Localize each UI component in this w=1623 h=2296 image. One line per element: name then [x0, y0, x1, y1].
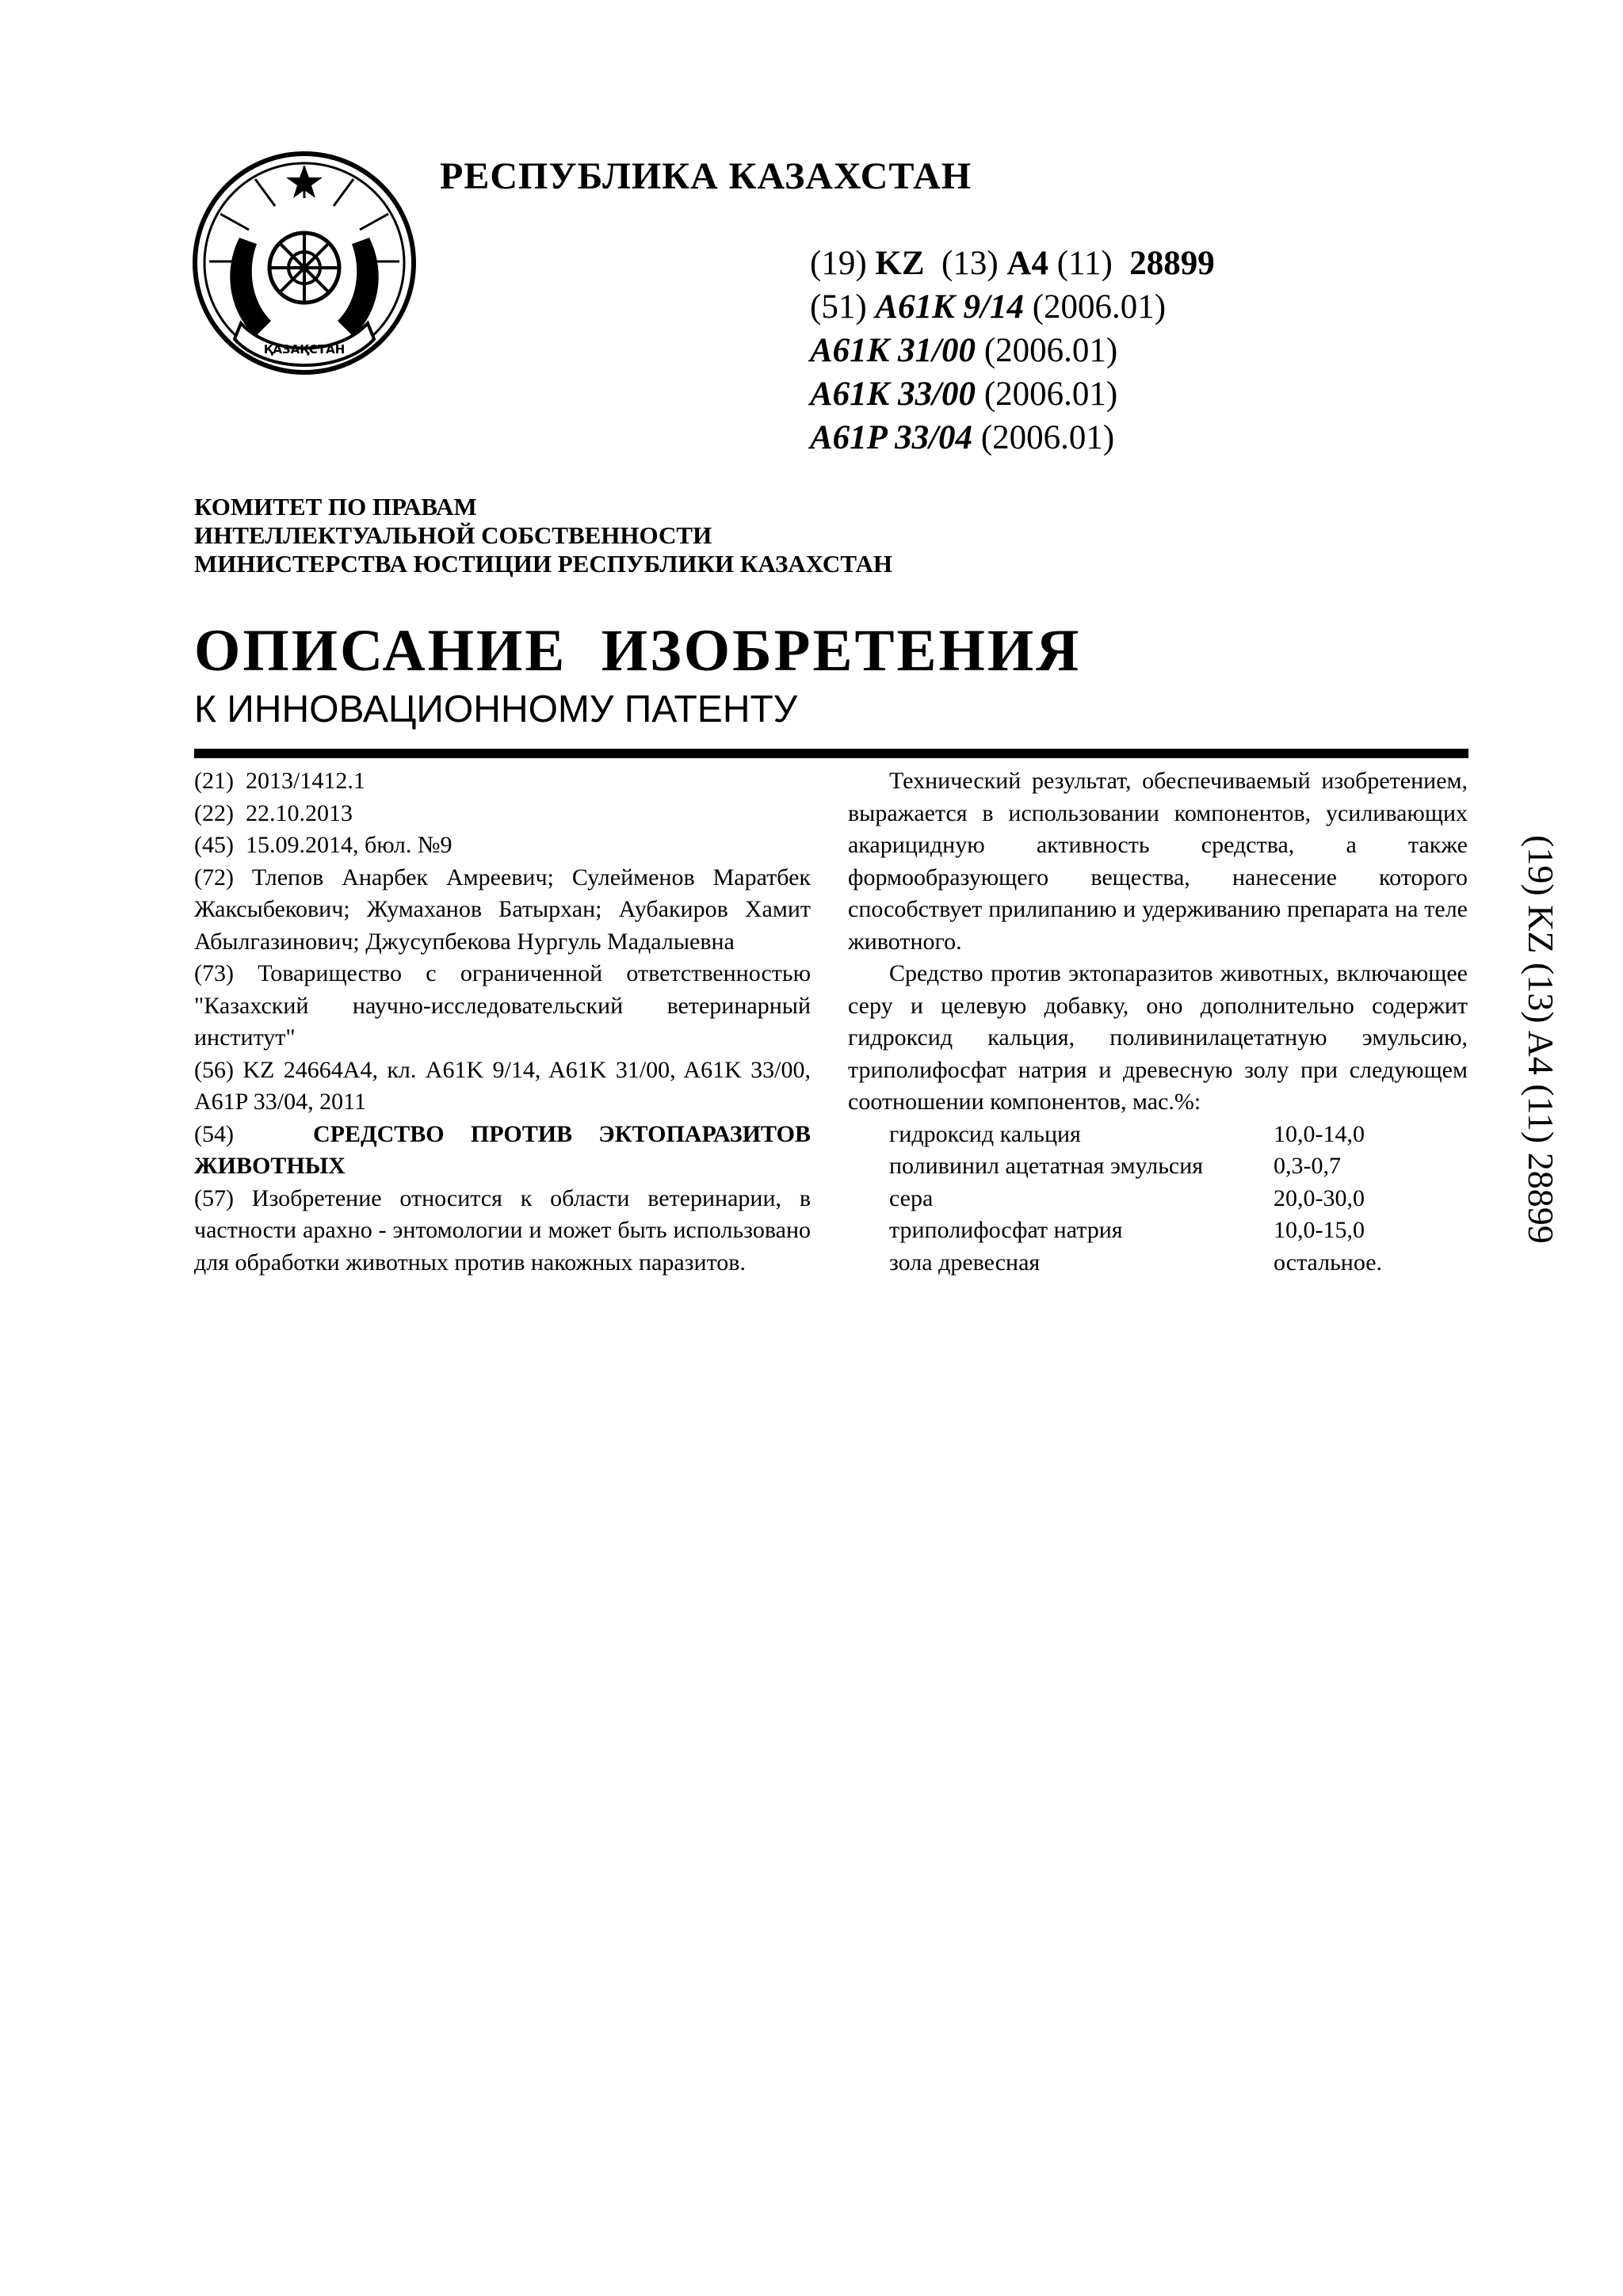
side-patent-label: (19) KZ (13) A4 (11) 28899: [1521, 835, 1561, 1244]
ipc-row-2: A61K 31/00 (2006.01): [810, 332, 1118, 369]
composition-paragraph: Средство против эктопаразитов животных, включающее серу и целевую добавку, оно дополнительно содержит гидроксид кальция, поливинилацетатную эмульсию, триполифосфат натрия и древесную золу при следующем соотношении компонентов, мас.%:: [848, 960, 1468, 1115]
technical-result-paragraph: Технический результат, обеспечиваемый изобретением, выражается в использовании компонентов, усиливающих акарицидную активность средства, а также формообразующего вещества, нанесение которого способствует прилипанию и удерживанию препарата на теле животного.: [848, 768, 1468, 955]
document-subtitle: К ИННОВАЦИОННОМУ ПАТЕНТУ: [194, 688, 798, 730]
ipc-row-4: A61P 33/04 (2006.01): [810, 419, 1115, 456]
table-row: зола древесная остальное.: [889, 1249, 1383, 1276]
patent-codes: [810, 242, 1215, 460]
committee-name: КОМИТЕТ ПО ПРАВАМ ИНТЕЛЛЕКТУАЛЬНОЙ СОБСТВЕННОСТИ МИНИСТЕРСТВА ЮСТИЦИИ РЕСПУБЛИКИ КАЗАХСТАН: [194, 493, 892, 578]
field-54-title: (54) СРЕДСТВО ПРОТИВ ЭКТОПАРАЗИТОВ ЖИВОТНЫХ: [194, 1120, 812, 1179]
table-row: поливинил ацетатная эмульсия 0,3-0,7: [889, 1153, 1341, 1179]
table-row: сера 20,0-30,0: [889, 1184, 1365, 1211]
field-73-owner: (73) Товарищество с ограниченной ответственностью "Казахский научно-исследовательский ветеринарный институт": [194, 960, 811, 1051]
description-column: [848, 765, 1468, 1279]
ipc-row-1: (51) A61K 9/14 (2006.01): [810, 288, 1167, 326]
code-row-main: (19) KZ (13) A4 (11) 28899: [810, 245, 1215, 282]
title-divider: [194, 749, 1468, 758]
country-heading: РЕСПУБЛИКА КАЗАХСТАН: [440, 155, 972, 197]
field-22: (22) 22.10.2013: [194, 799, 353, 826]
bibliographic-data: [194, 765, 811, 1279]
doc-kind: A4: [1006, 245, 1048, 282]
document-title: ОПИСАНИЕ ИЗОБРЕТЕНИЯ: [194, 618, 1082, 684]
composition-table: [889, 1119, 1382, 1280]
field-45: (45) 15.09.2014, бюл. №9: [194, 832, 453, 858]
field-21: (21) 2013/1412.1: [194, 768, 365, 794]
state-emblem-icon: [192, 151, 417, 376]
country-code: KZ: [875, 245, 925, 282]
table-row: триполифосфат натрия 10,0-15,0: [889, 1217, 1365, 1243]
field-56-references: (56) KZ 24664A4, кл. A61K 9/14, A61K 31/00, A61K 33/00, A61P 33/04, 2011: [194, 1056, 811, 1115]
svg-text:ҚАЗАҚСТАН: ҚАЗАҚСТАН: [263, 342, 346, 357]
table-row: гидроксид кальция 10,0-14,0: [889, 1120, 1365, 1147]
field-72-inventors: (72) Тлепов Анарбек Амреевич; Сулейменов Маратбек Жаксыбекович; Жумаханов Батырхан; Аубакиров Хамит Абылгазинович; Джусупбекова Нургуль Мадалыевна: [194, 864, 811, 955]
ipc-row-3: A61K 33/00 (2006.01): [810, 376, 1118, 413]
field-57-abstract: (57) Изобретение относится к области ветеринарии, в частности арахно - энтомологии и может быть использовано для обработки животных против накожных паразитов.: [194, 1184, 811, 1276]
patent-number: 28899: [1129, 245, 1215, 282]
